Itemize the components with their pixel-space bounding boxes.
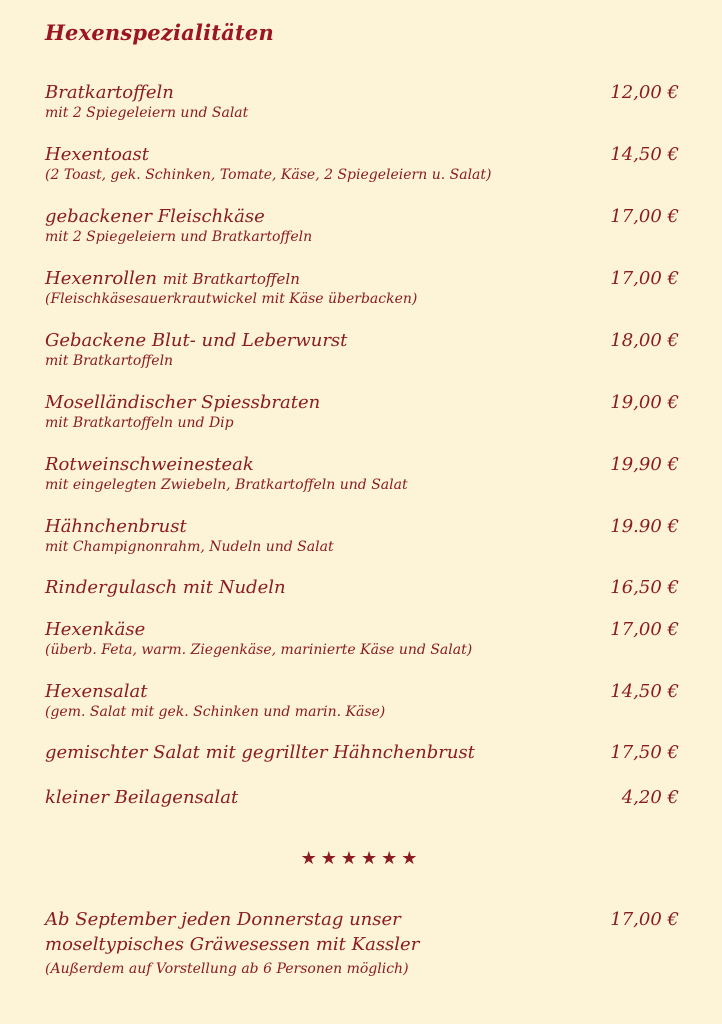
special-offer-note: (Außerdem auf Vorstellung ab 6 Personen möglich) (45, 961, 409, 977)
item-name (45, 268, 300, 289)
item-price: 17,00 € (610, 619, 679, 640)
item-name: kleiner Beilagensalat (45, 787, 239, 808)
item-price: 19.90 € (610, 516, 679, 537)
item-name: Hexenkäse (45, 619, 146, 640)
special-offer (45, 907, 679, 977)
item-name: Gebackene Blut- und Leberwurst (45, 330, 348, 351)
menu-item (45, 144, 679, 183)
item-description: mit 2 Spiegeleiern und Salat (45, 105, 249, 121)
item-inline-note: mit Bratkartoffeln (162, 270, 300, 288)
item-name: gebackener Fleischkäse (45, 206, 265, 227)
item-name: Hähnchenbrust (45, 516, 187, 537)
item-name-text: Hexenrollen (45, 268, 157, 289)
menu-item (45, 454, 679, 493)
item-description: (Fleischkäsesauerkrautwickel mit Käse überbacken) (45, 291, 418, 307)
item-name: Hexentoast (45, 144, 150, 165)
menu-item (45, 82, 679, 121)
menu-item (45, 392, 679, 431)
menu-item (45, 681, 679, 720)
menu-item (45, 330, 679, 369)
item-name: Moselländischer Spiessbraten (45, 392, 321, 413)
menu-title: Hexenspezialitäten (45, 20, 274, 45)
item-name: Hexensalat (45, 681, 148, 702)
menu-item (45, 742, 679, 763)
item-price: 14,50 € (610, 144, 679, 165)
star-divider: ★★★★★★ (300, 848, 422, 869)
item-price: 18,00 € (610, 330, 679, 351)
menu-item (45, 268, 679, 307)
menu-item (45, 619, 679, 658)
menu-item (45, 206, 679, 245)
item-name: Rotweinschweinesteak (45, 454, 254, 475)
item-name: Rindergulasch mit Nudeln (45, 577, 286, 598)
item-description: (2 Toast, gek. Schinken, Tomate, Käse, 2 Spiegeleiern u. Salat) (45, 167, 492, 183)
item-price: 17,00 € (610, 206, 679, 227)
item-price: 12,00 € (610, 82, 679, 103)
item-description: mit Bratkartoffeln (45, 353, 174, 369)
item-price: 14,50 € (610, 681, 679, 702)
item-price: 19,90 € (610, 454, 679, 475)
special-offer-line-2: moseltypisches Gräwesessen mit Kassler (45, 934, 420, 955)
menu-item (45, 516, 679, 555)
item-price: 4,20 € (621, 787, 679, 808)
item-description: mit Bratkartoffeln und Dip (45, 415, 234, 431)
item-name: gemischter Salat mit gegrillter Hähnchenbrust (45, 742, 475, 763)
menu-item (45, 787, 679, 808)
item-description: (überb. Feta, warm. Ziegenkäse, marinierte Käse und Salat) (45, 642, 473, 658)
item-price: 17,50 € (610, 742, 679, 763)
item-price: 16,50 € (610, 577, 679, 598)
special-offer-line-1: Ab September jeden Donnerstag unser (45, 909, 401, 930)
item-description: (gem. Salat mit gek. Schinken und marin. Käse) (45, 704, 386, 720)
item-price: 17,00 € (610, 268, 679, 289)
item-description: mit 2 Spiegeleiern und Bratkartoffeln (45, 229, 313, 245)
item-description: mit eingelegten Zwiebeln, Bratkartoffeln und Salat (45, 477, 408, 493)
item-price: 19,00 € (610, 392, 679, 413)
menu-item (45, 577, 679, 598)
item-name: Bratkartoffeln (45, 82, 174, 103)
special-offer-price: 17,00 € (610, 909, 679, 930)
item-description: mit Champignonrahm, Nudeln und Salat (45, 539, 334, 555)
